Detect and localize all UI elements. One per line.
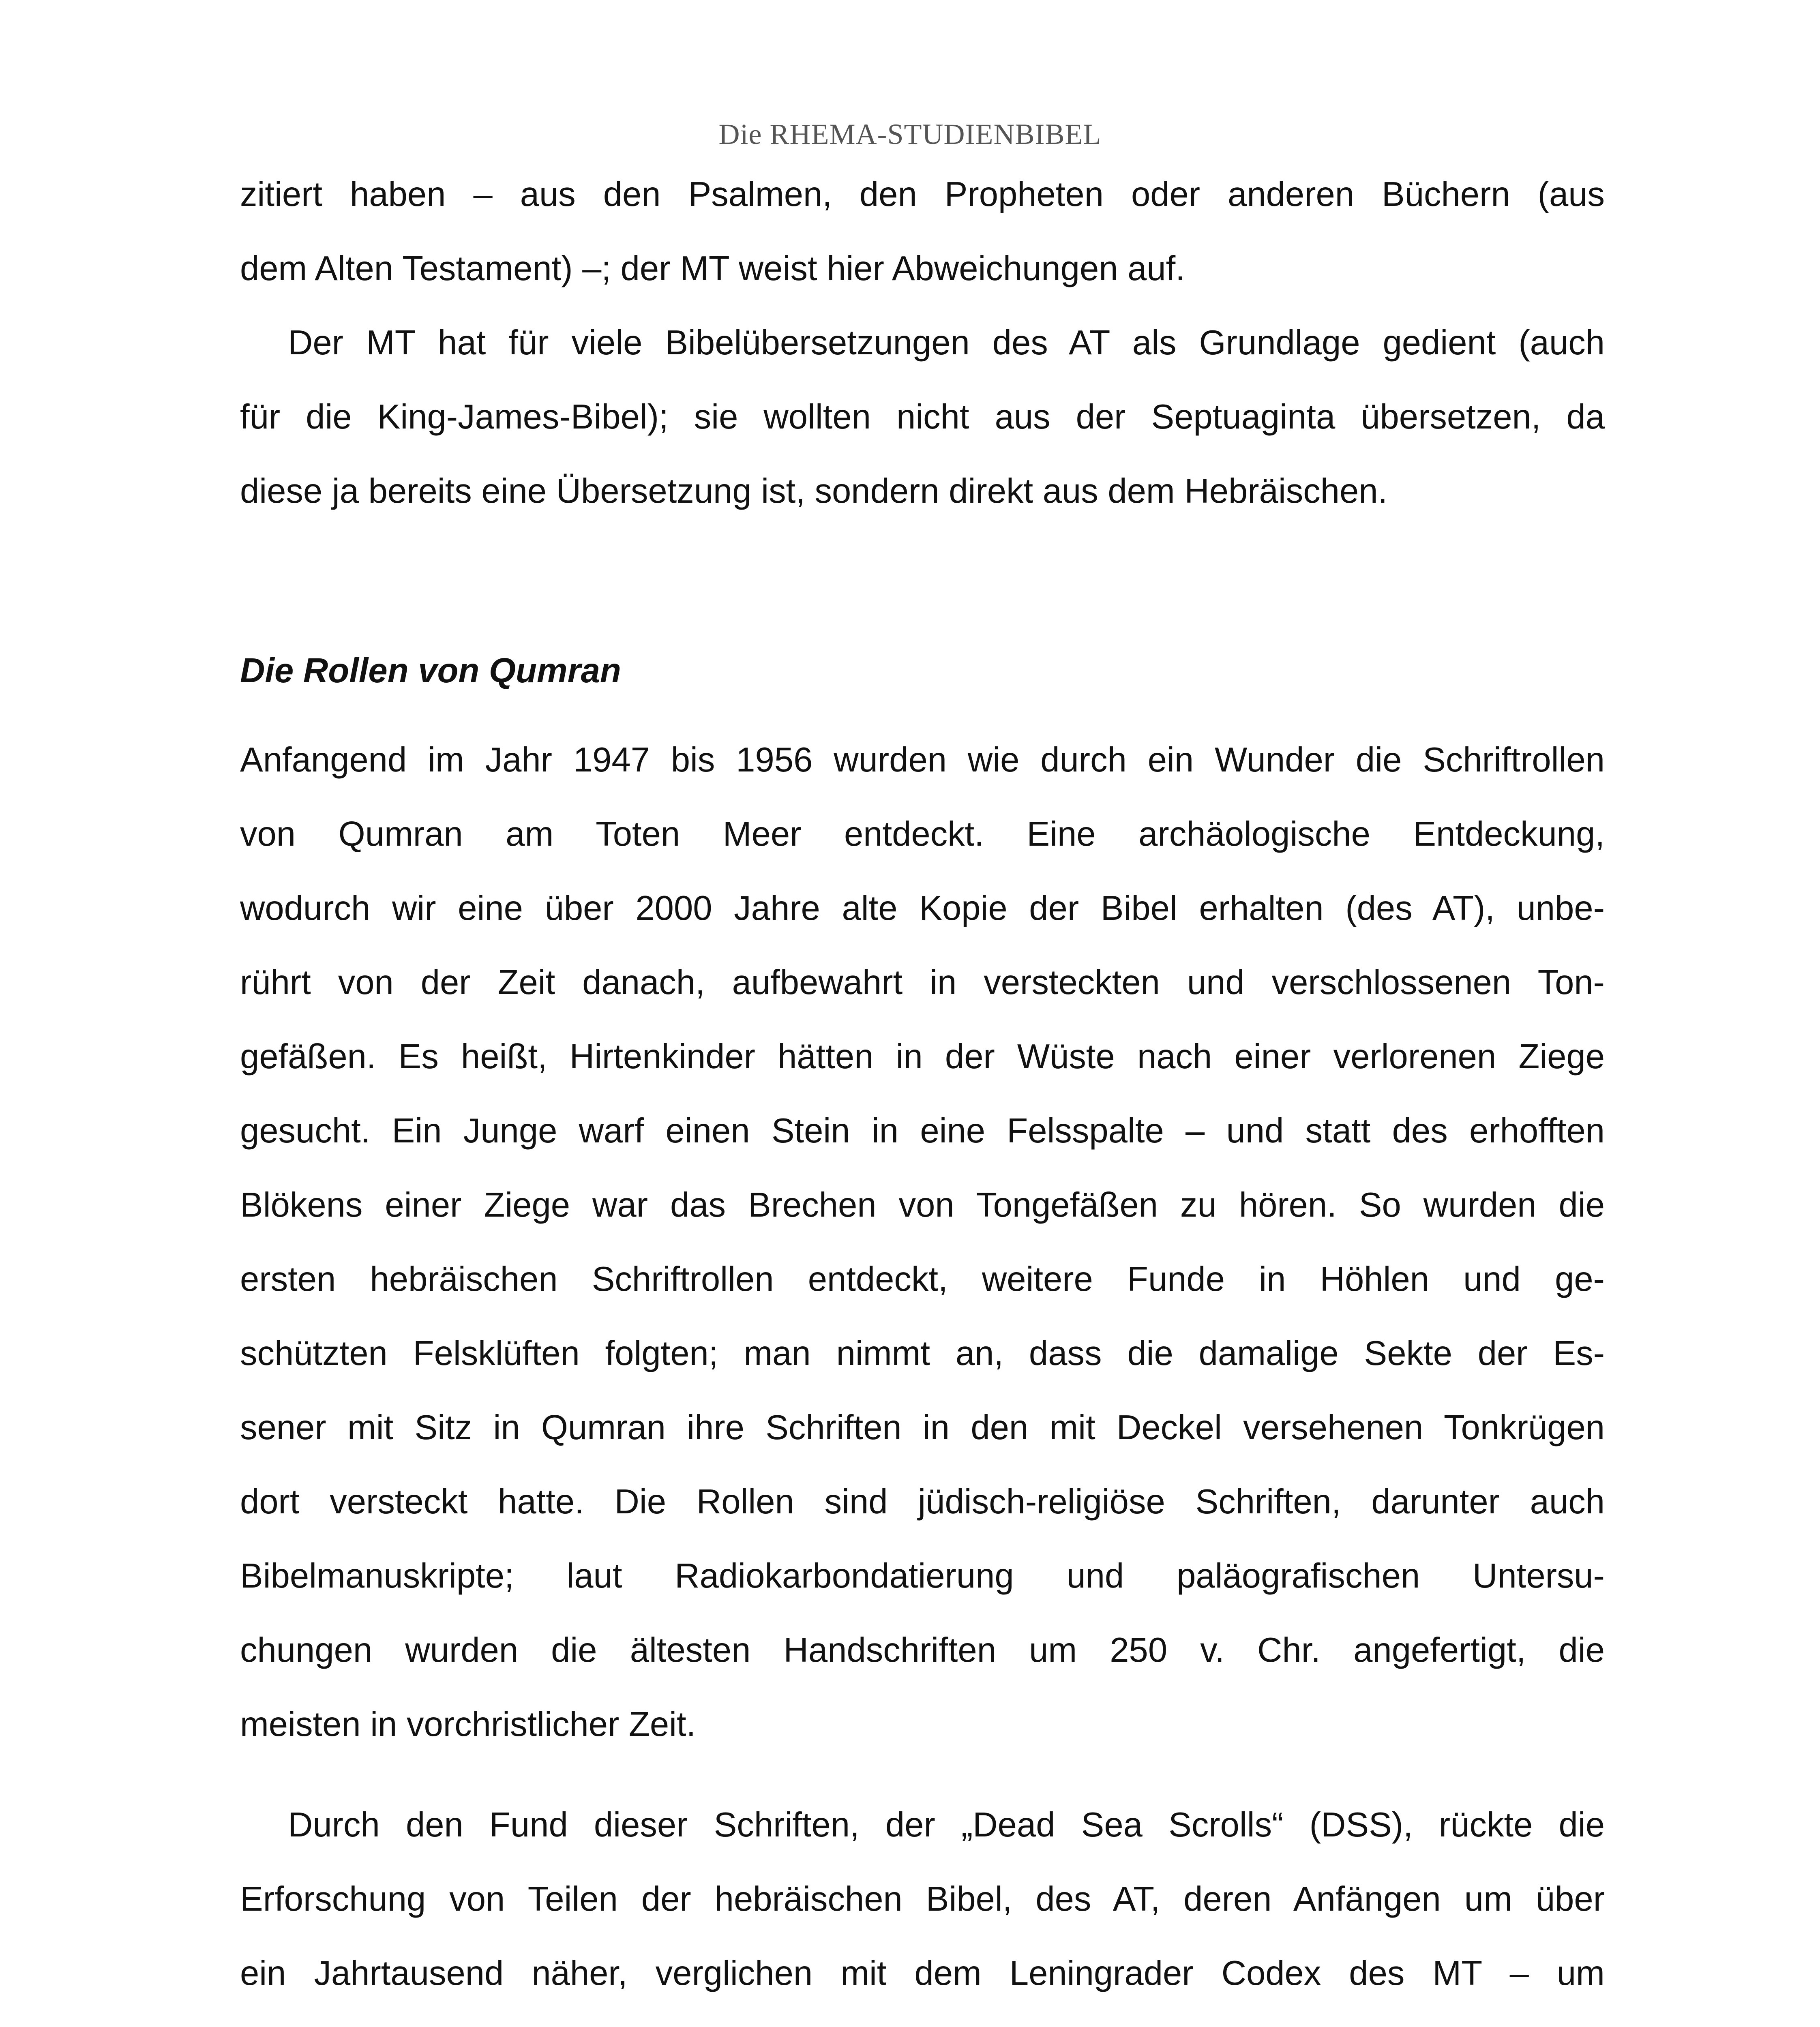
paragraph-spacer <box>240 1761 1605 1788</box>
text-line: von Qumran am Toten Meer entdeckt. Eine archäologische Entdeckung, <box>240 815 1605 853</box>
text-line: rührt von der Zeit danach, aufbewahrt in versteckten und verschlossenen Ton- <box>240 963 1605 1002</box>
paragraph-2 <box>240 306 1605 528</box>
text-line: gesucht. Ein Junge warf einen Stein in eine Felsspalte – und statt des erhofften <box>240 1112 1605 1150</box>
text-line: meisten in vorchristlicher Zeit. <box>240 1705 696 1744</box>
text-line: Anfangend im Jahr 1947 bis 1956 wurden wie durch ein Wunder die Schriftrollen <box>240 741 1605 779</box>
text-line: Der MT hat für viele Bibelübersetzungen des AT als Grundlage gedient (auch <box>288 324 1605 362</box>
text-line: schützten Felsklüften folgten; man nimmt an, dass die damalige Sekte der Es- <box>240 1334 1605 1373</box>
text-line: Durch den Fund dieser Schriften, der „Dead Sea Scrolls“ (DSS), rückte die <box>288 1806 1605 1844</box>
paragraph-3 <box>240 723 1605 1761</box>
text-line: diese ja bereits eine Übersetzung ist, sondern direkt aus dem Hebräischen. <box>240 472 1388 510</box>
text-line: sener mit Sitz in Qumran ihre Schriften in den mit Deckel versehenen Tonkrügen <box>240 1408 1605 1447</box>
page-body <box>240 157 1605 2027</box>
text-line: dem Alten Testament) –; der MT weist hier Abweichungen auf. <box>240 249 1185 288</box>
running-header-title: Die RHEMA-STUDIENBIBEL <box>718 118 1102 150</box>
text-line: gefäßen. Es heißt, Hirtenkinder hätten in der Wüste nach einer verlorenen Ziege <box>240 1037 1605 1076</box>
text-line <box>240 2010 1605 2027</box>
paragraph-4 <box>240 1788 1605 2027</box>
text-line: chungen wurden die ältesten Handschriften um 250 v. Chr. angefertigt, die <box>240 1631 1605 1669</box>
text-line: Bibelmanuskripte; laut Radiokarbondatierung und paläografischen Untersu- <box>240 1557 1605 1595</box>
section-heading: Die Rollen von Qumran <box>240 651 621 690</box>
text-line: zitiert haben – aus den Psalmen, den Propheten oder anderen Büchern (aus <box>240 175 1605 214</box>
text-line: dort versteckt hatte. Die Rollen sind jüdisch-religiöse Schriften, darunter auch <box>240 1483 1605 1521</box>
text-line: für die King-James-Bibel); sie wollten nicht aus der Septuaginta übersetzen, da <box>240 398 1605 436</box>
section-spacer <box>240 528 1605 634</box>
text-line: ein Jahrtausend näher, verglichen mit dem Leningrader Codex des MT – um <box>240 1954 1605 1993</box>
text-line: ersten hebräischen Schriftrollen entdeckt, weitere Funde in Höhlen und ge- <box>240 1260 1605 1298</box>
text-line: Erforschung von Teilen der hebräischen Bibel, des AT, deren Anfängen um über <box>240 1880 1605 1918</box>
text-line: Blökens einer Ziege war das Brechen von Tongefäßen zu hören. So wurden die <box>240 1186 1605 1224</box>
text-line: wodurch wir eine über 2000 Jahre alte Kopie der Bibel erhalten (des AT), unbe- <box>240 889 1605 928</box>
paragraph-1 <box>240 157 1605 306</box>
